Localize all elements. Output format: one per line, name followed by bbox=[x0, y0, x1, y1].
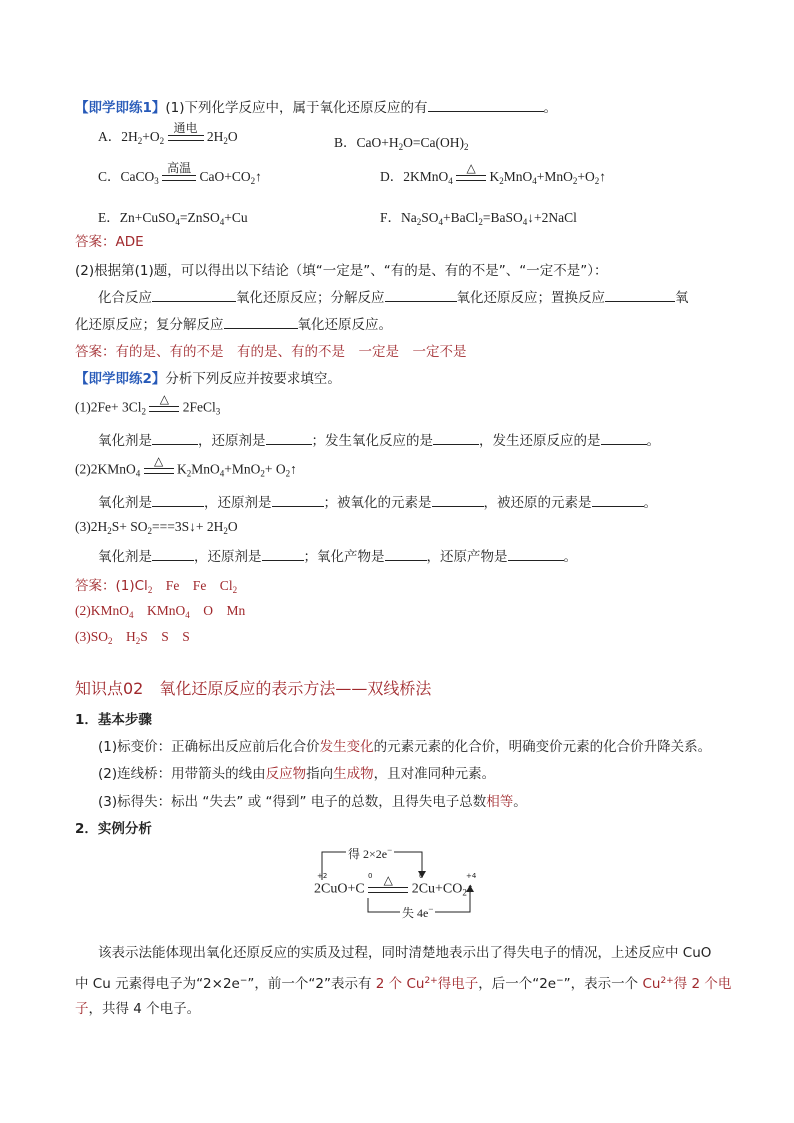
condition-arrow: 高温 bbox=[162, 162, 196, 181]
fill-blank[interactable] bbox=[592, 493, 644, 507]
ox-state-cu: +2 bbox=[317, 872, 328, 880]
condition-arrow: △ bbox=[149, 393, 179, 412]
ex1-q2-line2: 化还原反应；复分解反应 氧化还原反应。 bbox=[75, 317, 392, 333]
double-bridge-diagram bbox=[300, 838, 500, 926]
condition-arrow: △ bbox=[144, 455, 174, 474]
ex1-q1: (1)下列化学反应中，属于氧化还原反应的有 bbox=[165, 100, 428, 116]
step-3: (3)标得失：标出 “失去” 或 “得到” 电子的总数，且得失电子总数相等。 bbox=[98, 794, 527, 810]
reaction-3-questions: 氧化剂是 ，还原剂是 ；氧化产物是 ，还原产物是 。 bbox=[98, 549, 577, 565]
option-a: A．$2H_2+O_2$ 通电 $2H_2O$ bbox=[98, 121, 238, 146]
ox-state-cu-product: 0 bbox=[419, 872, 424, 880]
option-b: B．$CaO+H_2O=Ca(OH)_2$ bbox=[334, 135, 469, 152]
reaction-1: $(1)2Fe+ 3Cl_2$ △ 2FeCl$_3$ bbox=[75, 392, 221, 417]
explanation-line1: 该表示法能体现出氧化还原反应的实质及过程，同时清楚地表示出了得失电子的情况，上述反应中 CuO bbox=[98, 945, 712, 961]
gain-label: 得 2×2e− bbox=[348, 845, 393, 861]
fill-blank[interactable] bbox=[152, 547, 194, 561]
ex1-answer-1: 答案：ADE bbox=[75, 234, 144, 250]
explanation-line3: 子，共得 4 个电子。 bbox=[75, 1001, 201, 1017]
fill-blank[interactable] bbox=[224, 315, 298, 329]
ox-state-c-product: +4 bbox=[466, 872, 477, 880]
option-d: D．2KMnO$_4$ △ $K_2MnO_4+MnO_2+O_2↑$ bbox=[380, 161, 607, 186]
explanation-line2: 中 Cu 元素得电子为“2×2e−”，前一个“2”表示有 2 个 $Cu^{2+}$得电子，后一个“2e−”，表示一个 $Cu^{2+}$得 2 个电 bbox=[75, 976, 732, 992]
diagram-equation: 2CuO+C △ $2Cu+CO_2↑$ bbox=[314, 873, 474, 898]
reaction-2: (2)2KMnO$_4$ △ $K_2MnO_4+MnO_2+$ $O_2↑$ bbox=[75, 454, 297, 479]
fill-blank[interactable] bbox=[508, 547, 564, 561]
step-2: (2)连线桥：用带箭头的线由反应物指向生成物，且对准同种元素。 bbox=[98, 766, 496, 782]
lose-label: 失 4e− bbox=[402, 904, 434, 920]
ex1-question-line: 【即学即练1】(1)下列化学反应中，属于氧化还原反应的有 。 bbox=[75, 100, 558, 116]
fill-blank[interactable] bbox=[266, 431, 312, 445]
ex1-q2: (2)根据第(1)题，可以得出以下结论（填“一定是”、“有的是、有的不是”、“一定不是”）： bbox=[75, 263, 608, 279]
reaction-1-questions: 氧化剂是 ，还原剂是 ；发生氧化反应的是 ，发生还原反应的是 。 bbox=[98, 433, 660, 449]
fill-blank[interactable] bbox=[262, 547, 304, 561]
fill-blank[interactable] bbox=[433, 431, 479, 445]
fill-blank[interactable] bbox=[605, 288, 675, 302]
reaction-2-questions: 氧化剂是 ，还原剂是 ；被氧化的元素是 ，被还原的元素是 。 bbox=[98, 495, 657, 511]
condition-arrow: △ bbox=[456, 162, 486, 181]
ex2-tag: 【即学即练2】 bbox=[75, 371, 166, 387]
condition-arrow: 通电 bbox=[168, 122, 204, 141]
section-title: 知识点02 氧化还原反应的表示方法——双线桥法 bbox=[75, 679, 432, 698]
ex2-answer-line3: $(3)SO_2$ $H_2S$ S S bbox=[75, 629, 190, 646]
fill-blank[interactable] bbox=[385, 547, 427, 561]
fill-blank[interactable] bbox=[152, 493, 204, 507]
ex2-answer-line1: 答案：$(1)Cl_2$ Fe Fe $Cl_2$ bbox=[75, 578, 238, 595]
step-1: (1)标变价：正确标出反应前后化合价发生变化的元素元素的化合价，明确变价元素的化合价升降关系。 bbox=[98, 739, 712, 755]
ex1-answer-blank[interactable] bbox=[428, 98, 544, 112]
ex1-answer-2: 答案：有的是、有的不是 有的是、有的不是 一定是 一定不是 bbox=[75, 344, 467, 360]
ox-state-c: 0 bbox=[368, 872, 373, 880]
option-e: E．Zn+CuSO$_4$=ZnSO$_4$+Cu bbox=[98, 210, 248, 227]
ex1-tag: 【即学即练1】 bbox=[75, 100, 166, 116]
option-c: C．CaCO$_3$ 高温 $CaO+CO_2↑$ bbox=[98, 161, 262, 186]
fill-blank[interactable] bbox=[272, 493, 324, 507]
ex2-intro-line: 【即学即练2】分析下列反应并按要求填空。 bbox=[75, 371, 341, 387]
fill-blank[interactable] bbox=[432, 493, 484, 507]
condition-arrow: △ bbox=[368, 874, 408, 893]
reaction-3: $(3)2H_2S+$ $SO_2===3S↓+ 2H_2O$ bbox=[75, 519, 238, 536]
option-f: F．$Na_2SO_4+BaCl_2=BaSO_4↓+2NaCl$ bbox=[380, 210, 577, 227]
fill-blank[interactable] bbox=[152, 431, 198, 445]
fill-blank[interactable] bbox=[385, 288, 457, 302]
fill-blank[interactable] bbox=[152, 288, 236, 302]
subheading-basic-steps: 1．基本步骤 bbox=[75, 712, 152, 728]
ex2-answer-line2: (2)KMnO$_4$ KMnO$_4$ O Mn bbox=[75, 603, 246, 620]
ex1-q2-line1: 化合反应 氧化还原反应；分解反应 氧化还原反应；置换反应 氧 bbox=[98, 290, 689, 306]
fill-blank[interactable] bbox=[601, 431, 647, 445]
subheading-example: 2．实例分析 bbox=[75, 821, 152, 837]
